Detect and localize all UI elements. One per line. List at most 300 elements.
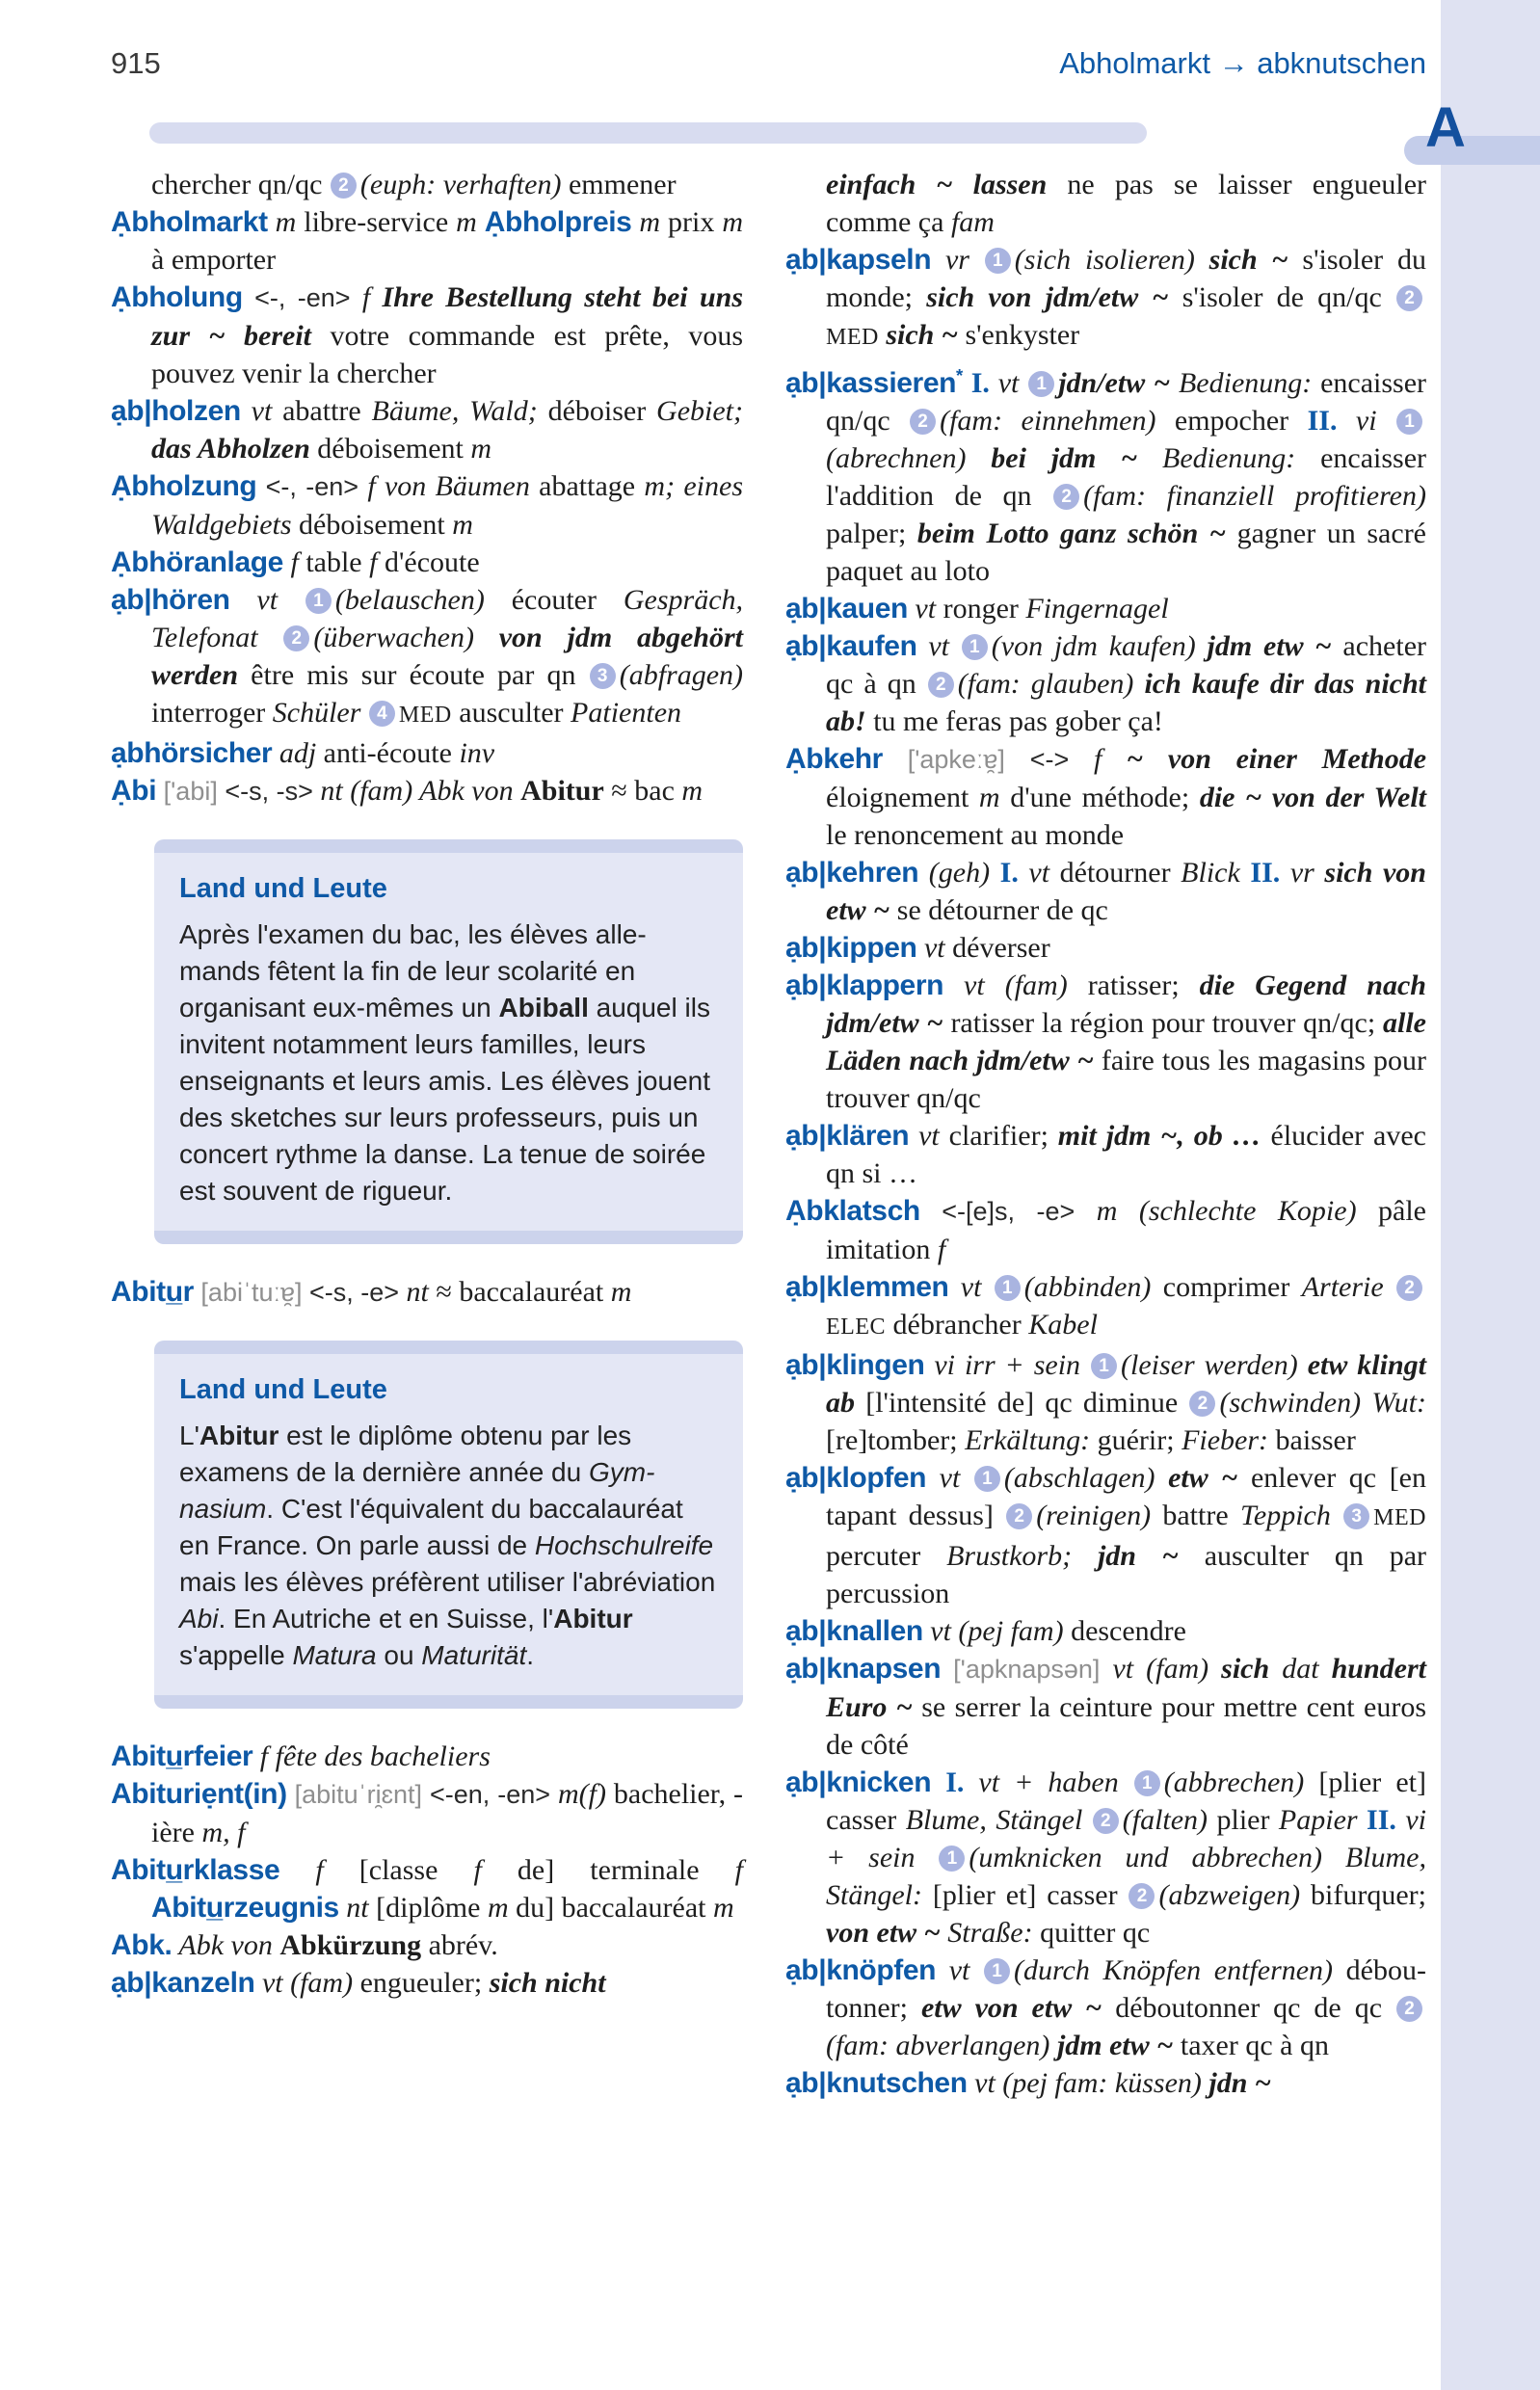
text-segment: (abfragen) — [619, 659, 744, 691]
text-segment: ≈ baccalauréat — [436, 1276, 611, 1308]
text-segment: . — [526, 1640, 535, 1670]
text-segment: ['apknapsən] — [941, 1655, 1113, 1684]
text-segment: déboisement — [317, 433, 471, 465]
text-segment: se détourner de qc — [896, 894, 1108, 926]
text-segment: sich ~ — [1208, 244, 1303, 276]
text-segment: ausculter qn par percussion — [826, 1540, 1426, 1609]
text-segment: [re]tomber; — [826, 1424, 966, 1456]
text-segment: Brustkorb; — [946, 1540, 1098, 1572]
text-segment: Gespräch, Telefonat — [151, 584, 744, 653]
dictionary-entry — [785, 854, 1426, 929]
text-segment: guérir; — [1097, 1424, 1182, 1456]
text-segment: I. — [999, 857, 1029, 889]
dictionary-entry — [785, 1764, 1426, 1952]
headword: Abitu̲rzeugnis — [151, 1892, 339, 1924]
sense-number: 2 — [1396, 285, 1422, 311]
text-segment: m; eines Waldgebiets — [151, 470, 743, 541]
text-segment: alle Läden nach jdm/etw ~ — [826, 1007, 1426, 1076]
text-segment: auquel ils invitent notamment leurs familles, leurs enseignants et leurs amis. Les élèves jouent des sketches sur leurs professeurs, puis un concert rythme la danse. La tenue de soirée est souvent de rigueur. — [179, 993, 710, 1206]
headword: Abitu̲r — [111, 1276, 194, 1308]
text-segment: jdn/etw ~ — [1058, 367, 1179, 399]
sense-number: 2 — [331, 173, 357, 199]
sense-number: 1 — [1396, 409, 1422, 435]
headword: Ạbkehr — [785, 743, 883, 775]
text-segment: von jdm abgehört werden — [151, 622, 743, 691]
text-segment: interroger — [151, 697, 273, 729]
headword: ạb|kapseln — [785, 244, 932, 276]
dictionary-entry — [111, 1964, 743, 2002]
text-segment: (sich isolieren) — [1014, 244, 1209, 276]
headword: ạbhörsicher — [111, 737, 273, 769]
text-segment: ELEC — [826, 1314, 886, 1340]
text-segment: <-, -en> — [242, 283, 362, 312]
text-segment: vt + haben — [978, 1766, 1133, 1798]
text-segment: abattre — [282, 395, 372, 427]
text-segment: gagner un sacré paquet au loto — [826, 518, 1426, 587]
text-segment: m — [487, 1892, 517, 1924]
dictionary-entry — [785, 1459, 1426, 1612]
dictionary-entry — [785, 740, 1426, 854]
text-segment: (geh) — [918, 857, 1000, 889]
text-segment: m — [470, 433, 492, 465]
text-segment: mit jdm ~, ob … — [1057, 1120, 1271, 1152]
text-segment: f — [734, 1854, 743, 1886]
text-segment: anti-écoute — [323, 737, 460, 769]
text-segment: I. — [962, 367, 998, 399]
sense-number: 1 — [1028, 371, 1054, 397]
text-segment: Schüler — [272, 697, 368, 729]
sense-number: 2 — [1006, 1503, 1032, 1529]
dictionary-entry — [785, 1952, 1426, 2064]
text-segment: vt (pej fam) — [922, 1615, 1072, 1647]
text-segment: vt — [909, 1120, 949, 1152]
text-segment: détourner — [1059, 857, 1182, 889]
dictionary-entry — [785, 1346, 1426, 1459]
headword: ạb|klemmen — [785, 1271, 949, 1303]
text-segment: vi irr + sein — [924, 1349, 1090, 1381]
headword: Abitu̲rfeier — [111, 1740, 253, 1772]
text-segment: (abbrechen) — [1163, 1766, 1319, 1798]
text-segment: déboiser — [547, 395, 657, 427]
text-segment: vi — [1355, 405, 1395, 437]
headword: ạb|knallen — [785, 1615, 923, 1647]
info-box-cap — [154, 1231, 743, 1244]
text-segment: die ~ von der Welt — [1199, 782, 1426, 813]
text-segment: Bedienung: — [1162, 442, 1321, 474]
headword: Ạbholpreis — [484, 206, 632, 238]
text-segment: * — [956, 365, 963, 385]
info-box-cap — [154, 1341, 743, 1354]
text-segment: (von jdm kaufen) — [991, 630, 1208, 662]
text-segment: L' — [179, 1421, 199, 1450]
text-segment: m — [610, 1276, 632, 1308]
text-segment: [diplôme — [376, 1892, 488, 1924]
text-segment: déboutonner qc de qc — [1115, 1992, 1395, 2024]
right-column — [785, 166, 1426, 2102]
headword: ạb|knapsen — [785, 1653, 942, 1685]
text-segment: die Gegend nach jdm/etw ~ — [826, 969, 1426, 1039]
page-edge-strip — [1441, 0, 1540, 2390]
info-box-body — [154, 853, 743, 1231]
headword: Ạbholzung — [111, 470, 257, 502]
text-segment: [l'intensité de] qc diminue — [865, 1387, 1189, 1419]
headword: ạb|kippen — [785, 932, 917, 964]
text-segment: <-, -en> — [256, 472, 368, 501]
text-segment: MED — [398, 703, 452, 728]
dictionary-entry — [111, 166, 743, 203]
dictionary-entry — [785, 1192, 1426, 1268]
text-segment: baisser — [1275, 1424, 1356, 1456]
text-segment: einfach ~ lassen — [826, 169, 1068, 200]
letter-tab: A — [1425, 96, 1466, 159]
text-segment: à emporter — [151, 244, 277, 276]
headword: Ạbhöranlage — [111, 546, 283, 578]
text-segment: . C'est l'équivalent du baccalauréat en France. On parle aussi de — [179, 1494, 683, 1560]
text-segment: m — [681, 775, 704, 807]
text-segment: (schwinden) Wut: — [1219, 1387, 1426, 1419]
left-column — [111, 166, 743, 2002]
text-segment: <-[e]s, -e> — [919, 1197, 1097, 1226]
text-segment: être mis sur écoute par qn — [251, 659, 589, 691]
text-segment: Patienten — [571, 697, 682, 729]
headword: Ạbi — [111, 775, 157, 807]
text-segment: (reinigen) — [1036, 1500, 1163, 1531]
text-segment: <-en, -en> — [430, 1780, 558, 1809]
text-segment: Straße: — [947, 1917, 1041, 1949]
text-segment: f — [279, 1854, 359, 1886]
headword: ạb|knöpfen — [785, 1954, 937, 1986]
headword: ạb|kaufen — [785, 630, 917, 662]
text-segment: le renoncement au monde — [826, 819, 1125, 851]
headword: ạb|kehren — [785, 857, 919, 889]
text-segment: Erkältung: — [965, 1424, 1098, 1456]
text-segment: vt — [229, 584, 305, 616]
text-segment: sich von jdm/etw ~ — [926, 281, 1182, 313]
text-segment: débrancher — [886, 1309, 1029, 1341]
dictionary-entry — [111, 392, 743, 467]
text-segment: d'écoute — [384, 546, 480, 578]
text-segment: [abiˈtuːɐ̯] — [193, 1278, 309, 1307]
text-segment: II. — [1250, 857, 1290, 889]
dictionary-entry — [111, 544, 743, 581]
page-number: 915 — [111, 46, 161, 80]
sense-number: 1 — [995, 1275, 1021, 1301]
text-segment: faire tous les magasins pour trouver qn/qc — [826, 1045, 1426, 1114]
text-segment: m, f — [201, 1817, 246, 1848]
dictionary-entry — [111, 279, 743, 392]
text-segment: élucider avec qn si … — [826, 1120, 1426, 1189]
text-segment: f fête des bacheliers — [252, 1740, 491, 1772]
header-range: Abholmarkt → abknutschen — [1059, 46, 1426, 80]
sense-number: 2 — [1093, 1808, 1119, 1834]
text-segment: nt (fam) Abk von — [320, 775, 521, 807]
text-segment: (belauschen) — [334, 584, 512, 616]
info-box-title: Land und Leute — [179, 1374, 387, 1405]
text-segment: m — [267, 206, 305, 238]
sense-number: 1 — [962, 634, 988, 660]
dictionary-entry — [785, 166, 1426, 241]
headword: Ạbholung — [111, 281, 243, 313]
text-segment: s'isoler du monde; — [826, 244, 1426, 313]
text-segment: (abzweigen) — [1158, 1879, 1312, 1911]
text-segment: [plier et] casser — [826, 1766, 1426, 1836]
text-segment: sich nicht — [489, 1967, 606, 1999]
sense-number: 1 — [974, 1466, 1000, 1492]
sense-number: 2 — [283, 625, 309, 651]
text-segment: etw von etw ~ — [920, 1992, 1116, 2024]
headword: ạb|kassieren — [785, 367, 957, 399]
dictionary-entry — [111, 203, 743, 279]
text-segment: Abkürzung — [279, 1929, 422, 1961]
sense-number: 1 — [1091, 1353, 1117, 1379]
text-segment: vt — [936, 1954, 983, 1986]
text-segment: s'enkyster — [965, 319, 1080, 351]
text-segment: (fam: abverlangen) — [826, 2030, 1057, 2061]
text-segment: comprimer — [1162, 1271, 1302, 1303]
text-segment: est le diplôme obtenu par les examens de la dernière année du — [179, 1421, 632, 1487]
dictionary-entry — [111, 1273, 743, 1312]
dictionary-entry — [111, 772, 743, 810]
headword: ạb|knicken — [785, 1766, 932, 1798]
text-segment: écouter — [511, 584, 624, 616]
dictionary-entry — [111, 1926, 743, 1964]
text-segment: vt — [907, 593, 943, 624]
text-segment: s'isoler de qn/qc — [1182, 281, 1395, 313]
text-segment: vt — [1028, 857, 1060, 889]
text-segment: I. — [931, 1766, 979, 1798]
dictionary-entry — [111, 734, 743, 772]
text-segment: (fam: glauben) — [957, 668, 1145, 700]
text-segment: f — [282, 546, 306, 578]
dictionary-entry — [785, 241, 1426, 357]
dictionary-entry — [785, 627, 1426, 740]
text-segment: jdn ~ — [1097, 1540, 1205, 1572]
text-segment: (fam: einnehmen) — [940, 405, 1175, 437]
text-segment: m — [452, 509, 473, 541]
text-segment: clarifier; — [948, 1120, 1058, 1152]
text-segment: déboisement — [299, 509, 453, 541]
text-segment: Matura — [292, 1640, 377, 1670]
text-segment: votre commande est prête, vous pouvez venir la chercher — [151, 320, 743, 389]
text-segment: etw klingt ab — [826, 1349, 1426, 1419]
text-segment: f — [1093, 743, 1128, 775]
dictionary-entry — [785, 2064, 1426, 2102]
text-segment: das Abholzen — [151, 433, 318, 465]
info-box-cap — [154, 839, 743, 853]
text-segment: (abschlagen) — [1003, 1462, 1169, 1494]
text-segment: m (schlechte Kopie) — [1096, 1195, 1379, 1227]
text-segment: d'une méthode; — [1010, 782, 1200, 813]
text-segment: (leiser werden) — [1121, 1349, 1308, 1381]
text-segment: mais les élèves préfèrent utiliser l'abréviation — [179, 1567, 716, 1597]
text-segment: [plier et] casser — [932, 1879, 1128, 1911]
headword: ạb|kauen — [785, 593, 908, 624]
headword: Abitu̲rklasse — [111, 1854, 280, 1886]
text-segment: vt — [926, 1462, 973, 1494]
info-box-text — [179, 916, 718, 1209]
text-segment: libre-service — [304, 206, 457, 238]
text-segment: ['abi] — [156, 777, 226, 806]
text-segment: Papier — [1278, 1804, 1367, 1836]
text-segment: Abi — [179, 1604, 219, 1633]
text-segment: bifurquer; — [1311, 1879, 1426, 1911]
text-segment: prix — [668, 206, 723, 238]
headword: ạb|klingen — [785, 1349, 925, 1381]
text-segment: déverser — [952, 932, 1050, 964]
text-segment: Arterie — [1301, 1271, 1396, 1303]
text-segment: ou — [376, 1640, 422, 1670]
text-segment: Fieber: — [1182, 1424, 1276, 1456]
text-segment: ['apkeːɐ̯] — [882, 745, 1030, 774]
text-segment: bachelier, -ière — [151, 1778, 744, 1848]
text-segment: éloignement — [826, 782, 979, 813]
dictionary-entry — [785, 357, 1426, 590]
text-segment: acheter qc à qn — [826, 630, 1426, 700]
text-segment: Bäume, Wald; — [371, 395, 548, 427]
text-segment: ne pas se laisser engueuler comme ça — [826, 169, 1426, 238]
text-segment: plier — [1216, 1804, 1279, 1836]
text-segment: [abituˈri̯ɛnt] — [286, 1780, 430, 1809]
text-segment: encaisser l'addition de qn — [826, 442, 1426, 512]
sense-number: 2 — [1053, 484, 1079, 510]
dictionary-entry — [111, 1775, 743, 1851]
text-segment: (falten) — [1122, 1804, 1217, 1836]
text-segment: m — [712, 1892, 734, 1924]
text-segment: jdm etw ~ — [1207, 630, 1343, 662]
text-segment: jdm etw ~ — [1056, 2030, 1181, 2061]
headword: ạb|klären — [785, 1120, 910, 1152]
text-segment: vt — [240, 395, 283, 427]
dictionary-entry — [785, 1650, 1426, 1764]
text-segment: sich ~ — [878, 319, 966, 351]
dictionary-entry — [785, 929, 1426, 967]
text-segment: <-> — [1029, 745, 1094, 774]
text-segment: ronger — [943, 593, 1026, 624]
text-segment: emmener — [568, 169, 677, 200]
text-segment: MED — [1373, 1505, 1426, 1530]
text-segment: s'appelle — [179, 1640, 293, 1670]
info-box-cap — [154, 1695, 743, 1709]
text-segment: etw ~ — [1168, 1462, 1251, 1494]
dictionary-entry — [785, 1268, 1426, 1346]
text-segment: vt — [997, 367, 1028, 399]
headword: ạb|holzen — [111, 395, 241, 427]
dictionary-entry — [111, 581, 743, 734]
text-segment: m — [456, 206, 485, 238]
dictionary-entry — [111, 1738, 743, 1775]
text-segment: Ihre Bestellung steht bei uns zur ~ bereit — [151, 281, 743, 352]
text-segment: nt — [406, 1276, 437, 1308]
text-segment: <-s, -s> — [225, 777, 321, 806]
text-segment: f von Bäumen — [367, 470, 540, 502]
text-segment: Fingernagel — [1025, 593, 1169, 624]
text-segment: vt — [948, 1271, 994, 1303]
text-segment: Bedienung: — [1178, 367, 1321, 399]
dictionary-entry — [785, 1117, 1426, 1192]
text-segment: vr — [931, 244, 984, 276]
headword: Ạbholmarkt — [111, 206, 268, 238]
sense-number: 2 — [1396, 1996, 1422, 2022]
text-segment: percuter — [826, 1540, 947, 1572]
text-segment: déboutonner; — [826, 1954, 1426, 2024]
text-segment: fam — [950, 206, 995, 238]
dictionary-entry — [111, 467, 743, 544]
sense-number: 4 — [369, 701, 395, 727]
text-segment: MED — [826, 325, 879, 350]
text-segment: II. — [1367, 1804, 1406, 1836]
text-segment: hundert Euro ~ — [826, 1653, 1426, 1723]
sense-number: 1 — [985, 248, 1011, 274]
text-segment: (abbinden) — [1023, 1271, 1163, 1303]
text-segment: Abitur — [520, 775, 604, 807]
text-segment: f — [361, 281, 383, 313]
text-segment: Blume, Stängel — [905, 1804, 1092, 1836]
text-segment: ratisser; — [1087, 969, 1200, 1001]
headword: ạb|klopfen — [785, 1462, 927, 1494]
text-segment: vt (fam) — [254, 1967, 360, 1999]
headword: ạb|knutschen — [785, 2067, 968, 2099]
text-segment: quitter qc — [1040, 1917, 1151, 1949]
headword: ạb|kanzeln — [111, 1967, 255, 1999]
text-segment: Abk von — [172, 1929, 280, 1961]
text-segment: f — [369, 546, 385, 578]
text-segment: ausculter — [451, 697, 571, 729]
text-segment: palper; — [826, 518, 917, 549]
text-segment: nt — [338, 1892, 377, 1924]
text-segment: battre — [1162, 1500, 1240, 1531]
info-box-text — [179, 1418, 718, 1674]
text-segment: vt — [916, 630, 961, 662]
text-segment: . En Autriche et en Suisse, l' — [218, 1604, 554, 1633]
sense-number: 2 — [910, 409, 936, 435]
text-segment: Maturität — [421, 1640, 527, 1670]
text-segment: sich von etw ~ — [826, 857, 1426, 926]
text-segment: vr — [1289, 857, 1325, 889]
text-segment: vt (fam) — [1112, 1653, 1222, 1685]
sense-number: 2 — [1396, 1275, 1422, 1301]
text-segment: m — [722, 206, 743, 238]
text-segment: inv — [459, 737, 495, 769]
text-segment: ≈ bac — [603, 775, 682, 807]
text-segment: m(f) — [557, 1778, 614, 1810]
text-segment: adj — [272, 737, 324, 769]
text-segment: vt (fam) — [943, 969, 1088, 1001]
sense-number: 1 — [984, 1958, 1010, 1984]
dictionary-entry — [785, 1612, 1426, 1650]
text-segment: Gebiet; — [656, 395, 743, 427]
text-segment: vt (pej fam: küssen) — [967, 2067, 1209, 2099]
text-segment: enlever qc [en tapant dessus] — [826, 1462, 1426, 1531]
text-segment: tu me feras pas gober ça! — [873, 705, 1163, 737]
text-segment: vt — [916, 932, 953, 964]
text-segment: chercher qn/qc — [151, 169, 330, 200]
text-segment: empocher — [1174, 405, 1308, 437]
text-segment: (durch Knöpfen entfernen) — [1013, 1954, 1346, 1986]
text-segment: jdn ~ — [1208, 2067, 1272, 2099]
text-segment: Abitur — [553, 1604, 633, 1633]
text-segment: abrév. — [421, 1929, 498, 1961]
text-segment: vi + sein — [826, 1804, 1426, 1873]
sense-number: 1 — [939, 1846, 965, 1872]
text-segment: ich kaufe dir das nicht ab! — [826, 668, 1426, 737]
text-segment: table — [305, 546, 370, 578]
text-segment: engueuler; — [359, 1967, 490, 1999]
text-segment: Gymnasium — [179, 1457, 655, 1524]
text-segment: (überwachen) — [313, 622, 499, 653]
text-segment: Hochschulreife — [534, 1530, 714, 1560]
text-segment: m — [978, 782, 1011, 813]
text-segment: bei jdm ~ — [991, 442, 1162, 474]
